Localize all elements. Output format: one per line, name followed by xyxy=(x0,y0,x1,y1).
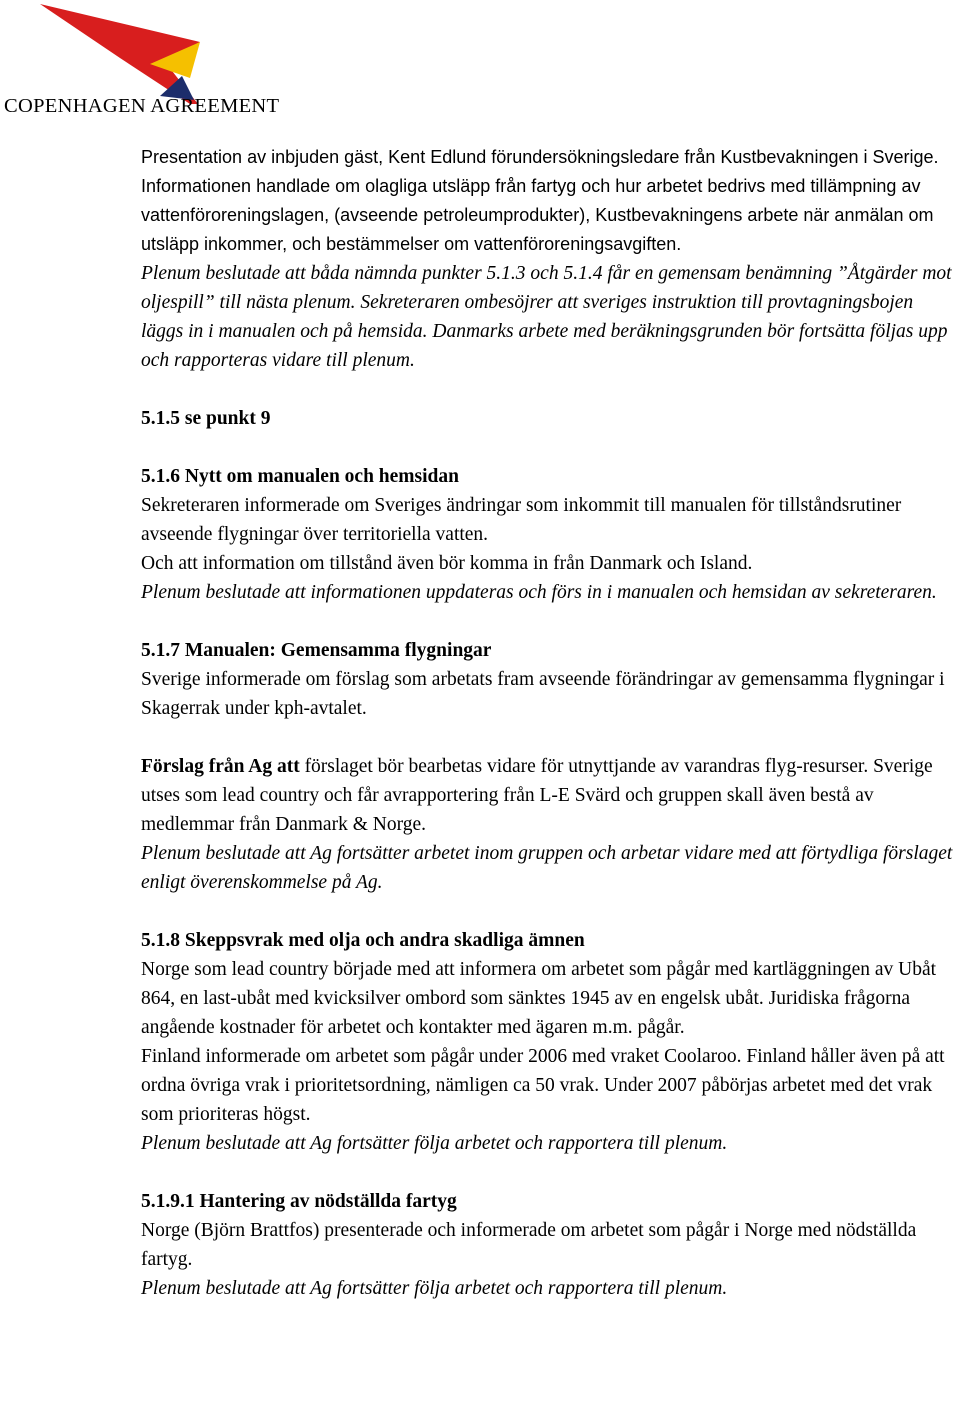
section-516-paragraph-1: Sekreteraren informerade om Sveriges ändringar som inkommit till manualen för tillståndsrutiner avseende flygningar över territoriella vatten. xyxy=(141,495,902,545)
section-518-decision: Plenum beslutade att Ag fortsätter följa arbetet och rapportera till plenum. xyxy=(141,1133,728,1154)
section-516-decision: Plenum beslutade att informationen uppdateras och förs in i manualen och hemsidan av sekreteraren. xyxy=(141,582,937,603)
section-5191-decision: Plenum beslutade att Ag fortsätter följa arbetet och rapportera till plenum. xyxy=(141,1278,728,1299)
section-517-paragraph-1: Sverige informerade om förslag som arbetats fram avseende förändringar av gemensamma flygningar i Skagerrak under kph-avtalet. xyxy=(141,669,945,719)
logo-graphic xyxy=(0,0,300,120)
section-518-paragraph-1: Norge som lead country började med att informera om arbetet som pågår med kartläggningen av Ubåt 864, en last-ubåt med kvicksilver ombord som sänktes 1945 av en engelsk ubåt. Juridiska frågorna angående kostnader för arbetet och kontakter med ägaren m.m. pågår. xyxy=(141,959,937,1038)
section-517-proposal xyxy=(141,752,956,839)
proposal-label: Förslag från Ag att xyxy=(141,756,300,777)
section-518-heading: 5.1.8 Skeppsvrak med olja och andra skadliga ämnen xyxy=(141,930,585,951)
intro-decision: Plenum beslutade att båda nämnda punkter 5.1.3 och 5.1.4 får en gemensam benämning ”Åtgärder mot oljespill” till nästa plenum. Sekreteraren ombesöjrer att sveriges instruktion till provtagningsbojen läggs in i manualen och på hemsida. Danmarks arbete med beräkningsgrunden bör fortsätta följas upp och rapporteras vidare till plenum. xyxy=(141,263,952,371)
logo-text: COPENHAGEN AGREEMENT xyxy=(4,95,280,117)
section-5191-heading: 5.1.9.1 Hantering av nödställda fartyg xyxy=(141,1191,457,1212)
section-516-heading: 5.1.6 Nytt om manualen och hemsidan xyxy=(141,466,459,487)
proposal-text: förslaget bör bearbetas vidare för utnyttjande av varandras flyg-resurser. Sverige utses som lead country och får avrapportering från L-E Svärd och gruppen skall även bestå av medlemmar från Danmark & Norge. xyxy=(141,756,933,835)
intro-paragraph: Presentation av inbjuden gäst, Kent Edlund förundersökningsledare från Kustbevakningen i Sverige. Informationen handlade om olagliga utsläpp från fartyg och hur arbetet bedrivs med tillämpning av vattenföroreningslagen, (avseende petroleumprodukter), Kustbevakningens arbete när anmälan om utsläpp inkommer, och bestämmelser om vattenföroreningsavgiften. xyxy=(141,147,939,254)
document-body xyxy=(141,143,956,1303)
section-517-heading: 5.1.7 Manualen: Gemensamma flygningar xyxy=(141,640,492,661)
copenhagen-agreement-logo xyxy=(0,0,300,120)
section-5191-paragraph-1: Norge (Björn Brattfos) presenterade och informerade om arbetet som pågår i Norge med nödställda fartyg. xyxy=(141,1220,917,1270)
section-515-heading: 5.1.5 se punkt 9 xyxy=(141,408,271,429)
section-516-paragraph-2: Och att information om tillstånd även bör komma in från Danmark och Island. xyxy=(141,553,753,574)
section-518-paragraph-2: Finland informerade om arbetet som pågår under 2006 med vraket Coolaroo. Finland håller även på att ordna övriga vrak i prioritetsordning, nämligen ca 50 vrak. Under 2007 påbörjas arbetet med det vrak som prioriteras högst. xyxy=(141,1046,945,1125)
section-517-decision: Plenum beslutade att Ag fortsätter arbetet inom gruppen och arbetar vidare med att förtydliga förslaget enligt överenskommelse på Ag. xyxy=(141,843,953,893)
